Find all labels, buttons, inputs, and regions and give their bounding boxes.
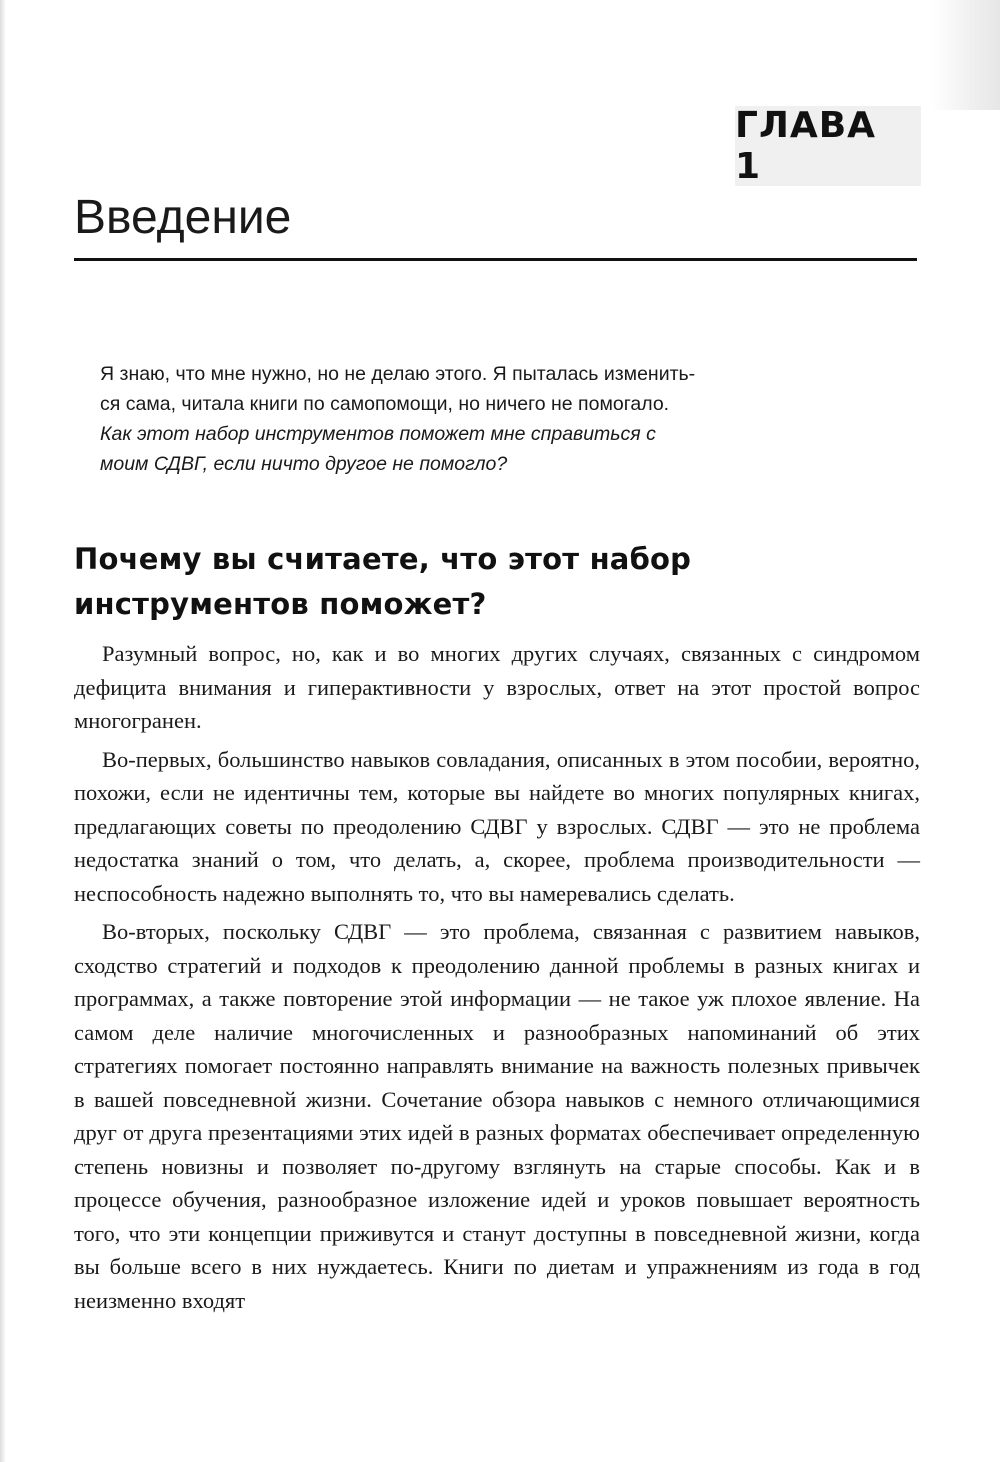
epigraph-italic-line: Как этот набор инструментов поможет мне справиться с bbox=[100, 423, 656, 445]
epigraph bbox=[100, 359, 800, 479]
chapter-label: ГЛАВА 1 bbox=[735, 106, 921, 186]
epigraph-line: ся сама, читала книги по самопомощи, но ничего не помогало. bbox=[100, 393, 670, 415]
title-rule bbox=[74, 258, 917, 261]
page-corner-shade bbox=[930, 0, 1000, 110]
paragraph: Разумный вопрос, но, как и во многих других случаях, связанных с синдромом дефицита внимания и гиперактивности у взрослых, ответ на этот простой вопрос многогранен. bbox=[74, 641, 920, 733]
section-heading-line: инструментов поможет? bbox=[74, 587, 487, 621]
section-heading bbox=[74, 537, 774, 627]
epigraph-line: Я знаю, что мне нужно, но не делаю этого. Я пыталась изменить- bbox=[100, 363, 696, 385]
section-heading-line: Почему вы считаете, что этот набор bbox=[74, 542, 692, 576]
paragraph: Во-вторых, поскольку СДВГ — это проблема, связанная с развитием навыков, сходство стратегий и подходов к преодолению данной проблемы в разных книгах и программах, а также повторение этой информации — не такое уж плохое явление. На самом деле наличие многочисленных и разнообразных напоминаний об этих стратегиях помогает постоянно направлять внимание на важность полезных привычек в вашей повседневной жизни. Сочетание обзора навыков с немного отличающимися друг от друга презентациями этих идей в разных форматах обеспечивает определенную степень новизны и позволяет по-другому взглянуть на старые способы. Как и в процессе обучения, разнообразное изложение идей и уроков повышает вероятность того, что эти концепции приживутся и станут доступны в повседневной жизни, когда вы больше всего в них нуждаетесь. Книги по диетам и упражнениям из года в год неизменно входят bbox=[74, 919, 920, 1313]
body-text bbox=[74, 637, 920, 1322]
epigraph-italic-line: моим СДВГ, если ничто другое не помогло? bbox=[100, 453, 508, 475]
chapter-title: Введение bbox=[74, 191, 292, 244]
page-edge-shadow bbox=[0, 0, 6, 1462]
paragraph: Во-первых, большинство навыков совладания, описанных в этом пособии, вероятно, похожи, если не идентичны тем, которые вы найдете во многих популярных книгах, предлагающих советы по преодолению СДВГ у взрослых. СДВГ — это не проблема недостатка знаний о том, что делать, а, скорее, проблема производительности — неспособность надежно выполнять то, что вы намеревались сделать. bbox=[74, 746, 920, 906]
